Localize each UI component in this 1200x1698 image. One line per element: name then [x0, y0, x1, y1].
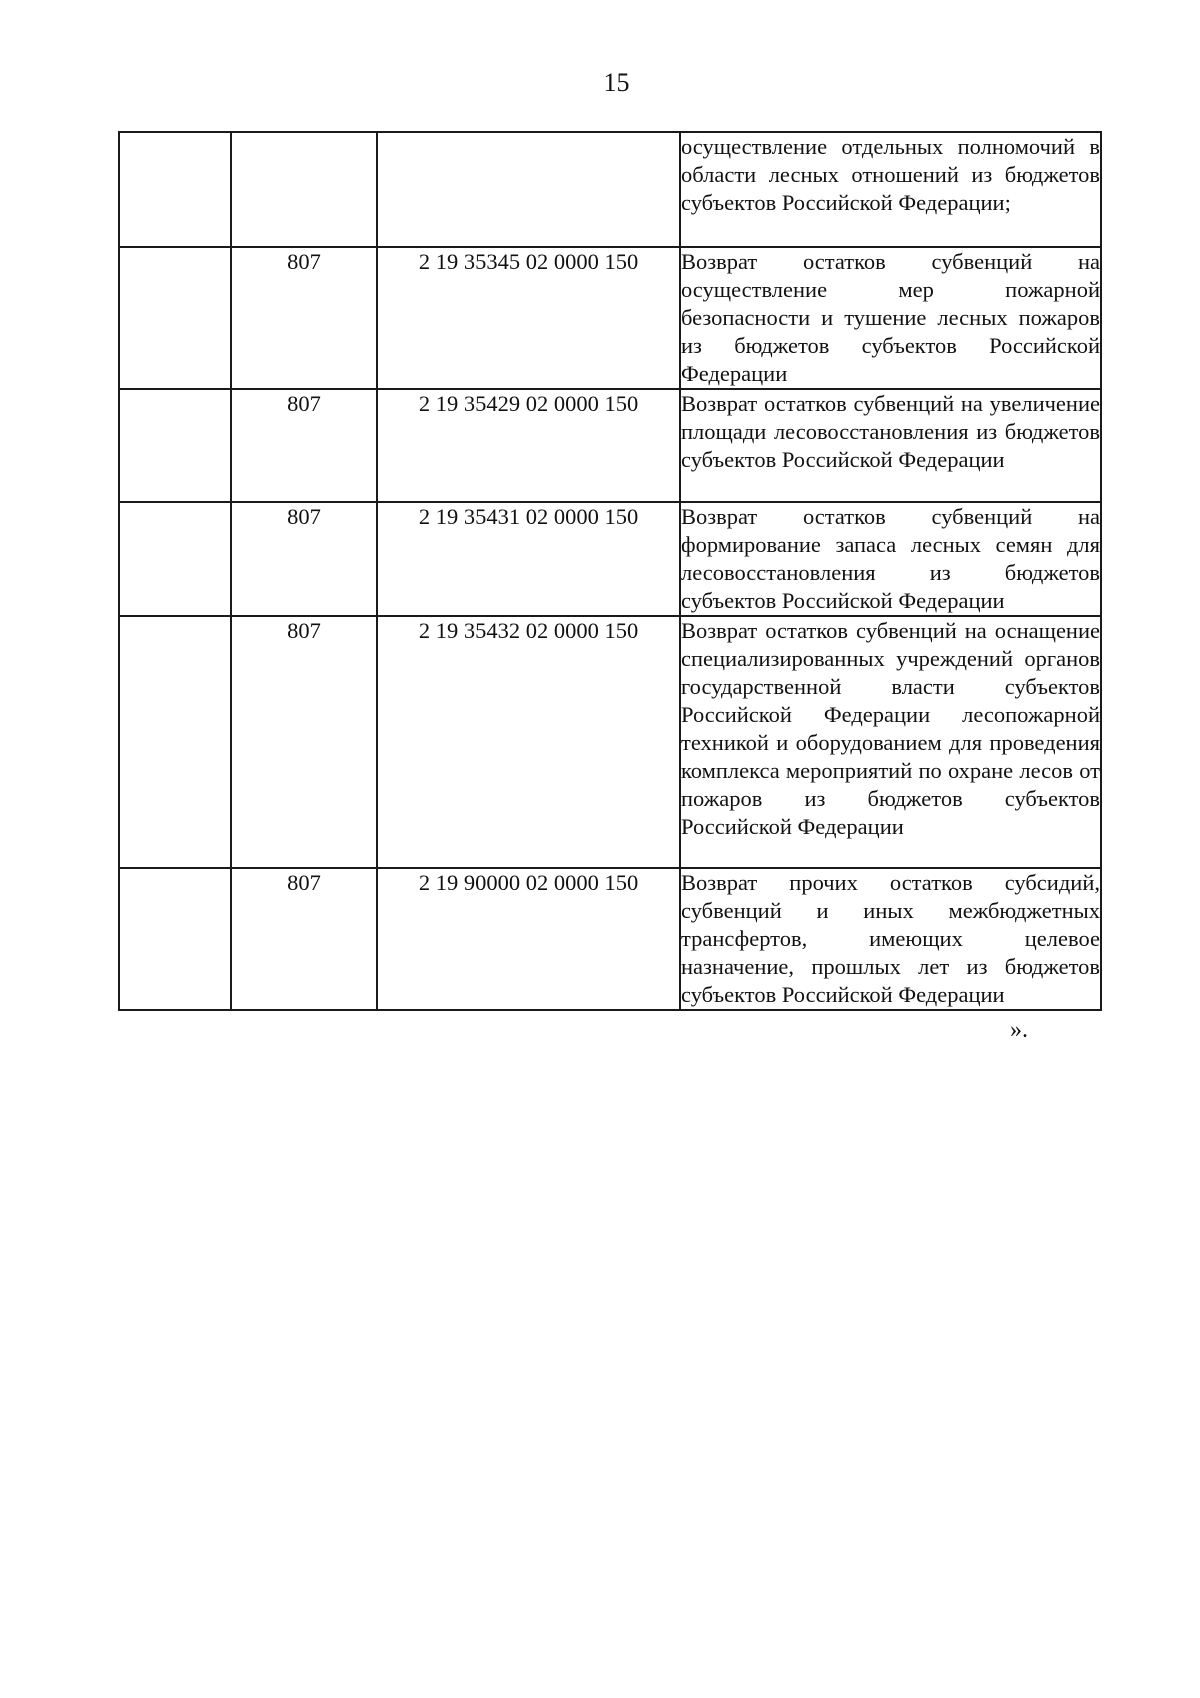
empty-cell	[119, 502, 231, 616]
empty-cell	[119, 389, 231, 502]
table-row	[119, 132, 1101, 247]
budget-classification-table	[118, 131, 1102, 1011]
table-row	[119, 868, 1101, 1010]
admin-code-cell: 807	[231, 502, 377, 616]
closing-quote: ».	[1010, 1017, 1028, 1043]
description-cell: Возврат остатков субвенций на осуществление мер пожарной безопасности и тушение лесных пожаров из бюджетов субъектов Российской Федерации	[680, 247, 1101, 389]
description-cell: Возврат остатков субвенций на оснащение специализированных учреждений органов государственной власти субъектов Российской Федерации лесопожарной техникой и оборудованием для проведения комплекса мероприятий по охране лесов от пожаров из бюджетов субъектов Российской Федерации	[680, 616, 1101, 868]
budget-code-cell: 2 19 35345 02 0000 150	[377, 247, 680, 389]
description-cell: Возврат остатков субвенций на увеличение площади лесовосстановления из бюджетов субъектов Российской Федерации	[680, 389, 1101, 502]
table-row	[119, 616, 1101, 868]
admin-code-cell: 807	[231, 616, 377, 868]
table-row	[119, 389, 1101, 502]
page-number: 15	[603, 68, 630, 97]
table-row	[119, 502, 1101, 616]
empty-cell	[119, 132, 231, 247]
description-cell: Возврат остатков субвенций на формирование запаса лесных семян для лесовосстановления из бюджетов субъектов Российской Федерации	[680, 502, 1101, 616]
admin-code-cell: 807	[231, 389, 377, 502]
empty-cell	[119, 868, 231, 1010]
budget-code-cell: 2 19 35432 02 0000 150	[377, 616, 680, 868]
admin-code-cell: 807	[231, 247, 377, 389]
admin-code-cell: 807	[231, 868, 377, 1010]
admin-code-cell	[231, 132, 377, 247]
empty-cell	[119, 247, 231, 389]
description-cell: осуществление отдельных полномочий в области лесных отношений из бюджетов субъектов Российской Федерации;	[680, 132, 1101, 247]
budget-code-cell: 2 19 35431 02 0000 150	[377, 502, 680, 616]
budget-code-cell: 2 19 90000 02 0000 150	[377, 868, 680, 1010]
budget-code-cell: 2 19 35429 02 0000 150	[377, 389, 680, 502]
empty-cell	[119, 616, 231, 868]
description-cell: Возврат прочих остатков субсидий, субвенций и иных межбюджетных трансфертов, имеющих целевое назначение, прошлых лет из бюджетов субъектов Российской Федерации	[680, 868, 1101, 1010]
budget-code-cell	[377, 132, 680, 247]
table-row	[119, 247, 1101, 389]
